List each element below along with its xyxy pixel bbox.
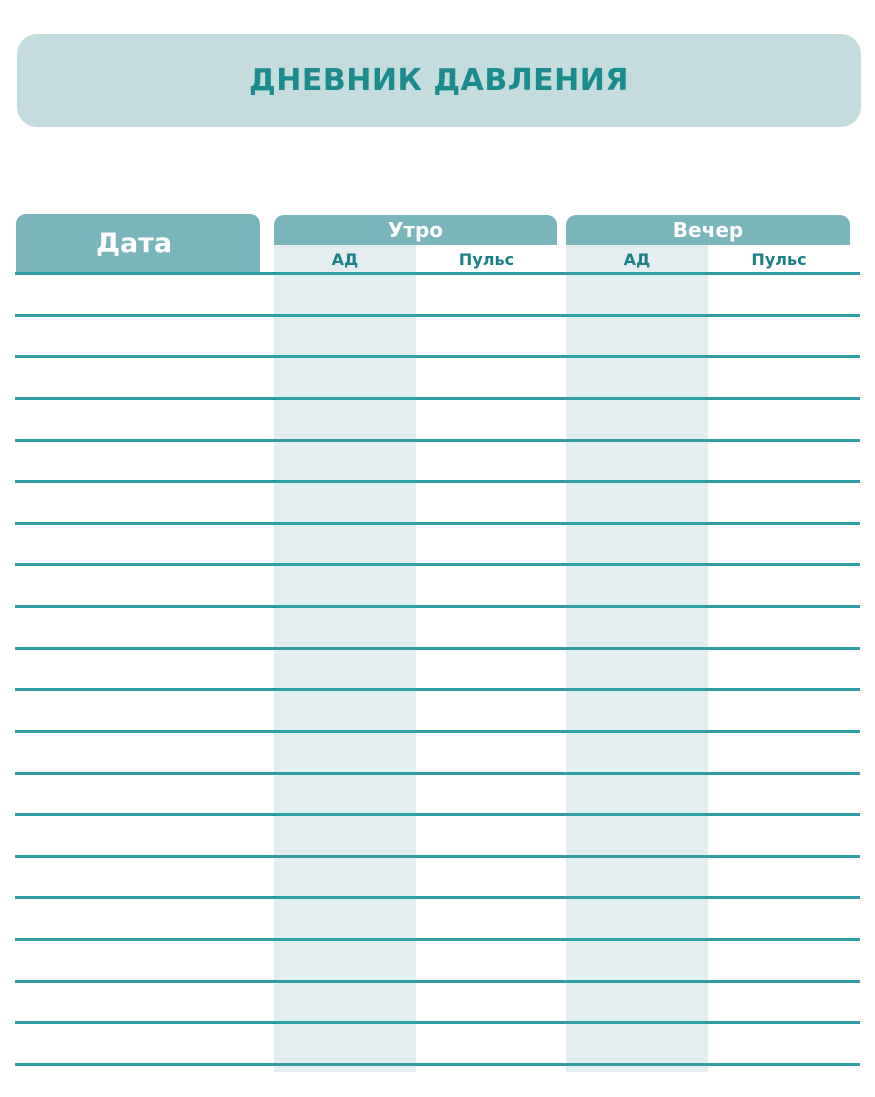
morning-group-header (274, 215, 557, 245)
table-row-line (15, 688, 860, 691)
evening-pulse-header: Пульс (751, 249, 807, 269)
table-row-line (15, 772, 860, 775)
morning-bp-header: АД (331, 249, 359, 269)
table-row-line (15, 355, 860, 358)
table-row-line (15, 563, 860, 566)
evening-group-header (566, 215, 850, 245)
evening-bp-header: АД (623, 249, 651, 269)
table-row-line (15, 938, 860, 941)
evening-bp-column-shade (566, 245, 708, 1072)
morning-pulse-header: Пульс (458, 249, 515, 269)
date-header-label: Дата (96, 227, 173, 259)
table-row-line (15, 813, 860, 816)
morning-group-label: Утро (387, 218, 444, 242)
title-banner (17, 34, 861, 127)
morning-bp-column-shade (274, 245, 416, 1072)
table-row-line (15, 605, 860, 608)
table-row-line (15, 855, 860, 858)
table-row-line (15, 980, 860, 983)
table-row-line (15, 1063, 860, 1066)
table-row-line (15, 647, 860, 650)
table-row-line (15, 522, 860, 525)
date-column-header (16, 214, 260, 272)
table-row-line (15, 1021, 860, 1024)
table-row-line (15, 439, 860, 442)
table-row-line (15, 314, 860, 317)
table-row-line (15, 397, 860, 400)
table-row-line (15, 480, 860, 483)
evening-group-label: Вечер (672, 218, 744, 242)
table-row-line (15, 272, 860, 275)
table-row-line (15, 896, 860, 899)
table-row-line (15, 730, 860, 733)
page-title: ДНЕВНИК ДАВЛЕНИЯ (249, 63, 629, 98)
